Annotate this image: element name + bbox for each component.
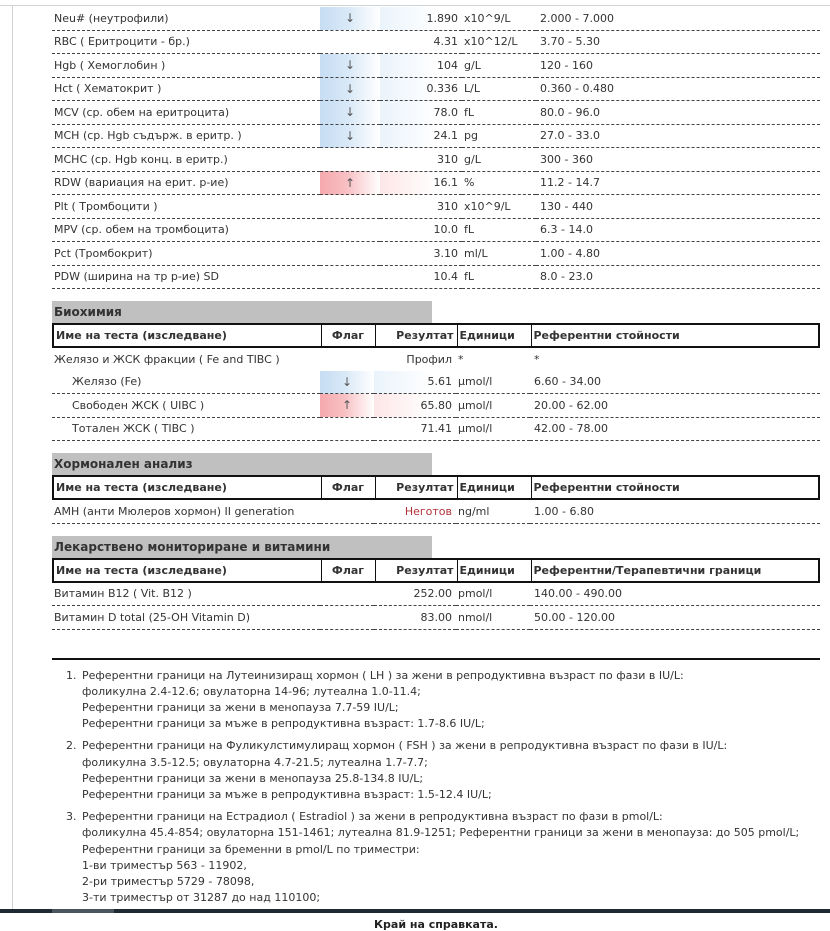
test-name: PDW (ширина на тр р-ие) SD [52, 265, 320, 289]
column-header [52, 475, 820, 500]
header-result: Резултат [375, 559, 457, 582]
section [52, 453, 820, 524]
note-line: 2-ри триместър 5729 - 78098, [82, 874, 255, 888]
note-line: 1. Референтни граници на Лутеинизиращ хормон ( LH ) за жени в репродуктивна възраст по фази в IU/L: [82, 668, 684, 682]
flag-low-arrow-down-icon: ↓ [320, 371, 374, 394]
result-row [52, 500, 820, 523]
header-reference: Референтни стойности [531, 324, 819, 347]
reference-range: 6.60 - 34.00 [530, 371, 820, 394]
test-result: 0.336 [380, 77, 462, 101]
reference-note [80, 738, 820, 803]
flag-high-arrow-up-icon: ↑ [320, 394, 374, 418]
test-name: Hct ( Хематокрит ) [52, 77, 320, 101]
note-line: фоликулна 2.4-12.6; овулаторна 14-96; лутеална 1.0-11.4; [82, 684, 421, 698]
header-result: Резултат [375, 324, 457, 347]
test-result: 310 [380, 195, 462, 219]
test-result: 10.0 [380, 218, 462, 242]
test-name: AMH (анти Мюлеров хормон) II generation [52, 500, 320, 523]
test-unit: µmol/l [456, 394, 530, 418]
note-line: 3-ти триместър от 31287 до над 110100; [82, 891, 321, 905]
test-result: 310 [380, 148, 462, 172]
flag-low-arrow-down-icon: ↓ [320, 77, 380, 101]
result-row [52, 606, 820, 630]
section [52, 536, 820, 630]
note-line: Референтни граници за жени в менопауза 7.7-59 IU/L; [82, 700, 399, 714]
test-unit: % [462, 171, 536, 195]
note-line: фоликулна 45.4-854; овулаторна 151-1461; лутеална 81.9-1251; Референтни граници за жени в менопауза: до 505 pmol/L; [82, 826, 800, 840]
result-row [52, 148, 820, 172]
flag-cell [320, 583, 374, 606]
test-name: Тотален ЖСК ( TIBC ) [52, 417, 320, 441]
notes-separator [52, 658, 820, 660]
flag-cell [320, 30, 380, 54]
test-name: Neu# (неутрофили) [52, 7, 320, 30]
result-row [52, 195, 820, 219]
reference-range: 130 - 440 [536, 195, 820, 219]
result-row [52, 7, 820, 30]
left-border [12, 5, 13, 910]
result-row [52, 124, 820, 148]
flag-cell [320, 195, 380, 219]
result-row [52, 101, 820, 125]
reference-range: 6.3 - 14.0 [536, 218, 820, 242]
flag-cell [320, 500, 374, 523]
test-result: 252.00 [374, 583, 456, 606]
test-name: MPV (ср. обем на тромбоцита) [52, 218, 320, 242]
reference-range: 8.0 - 23.0 [536, 265, 820, 289]
test-unit: fL [462, 265, 536, 289]
header-units: Единици [457, 324, 531, 347]
note-line: Референтни граници за бременни в pmol/L по триместри: [82, 842, 420, 856]
note-line: 3. Референтни граници на Естрадиол ( Estradiol ) за жени в репродуктивна възраст по фази в pmol/L: [82, 810, 663, 824]
reference-notes [52, 668, 820, 907]
test-result: Неготов [374, 500, 456, 523]
test-name: MCHC (ср. Hgb конц. в еритр.) [52, 148, 320, 172]
reference-range: 1.00 - 6.80 [530, 500, 820, 523]
section-results-table [52, 583, 820, 630]
result-row [52, 265, 820, 289]
test-unit: x10^12/L [462, 30, 536, 54]
lab-report [52, 7, 820, 931]
reference-range: 1.00 - 4.80 [536, 242, 820, 266]
reference-range: 140.00 - 490.00 [530, 583, 820, 606]
header-reference: Референтни стойности [531, 476, 819, 499]
header-test-name: Име на теста (изследване) [53, 559, 321, 582]
reference-range: 2.000 - 7.000 [536, 7, 820, 30]
section-results-table [52, 348, 820, 441]
test-unit: g/L [462, 148, 536, 172]
test-unit: pg [462, 124, 536, 148]
test-result: 16.1 [380, 171, 462, 195]
result-row [52, 583, 820, 606]
result-row [52, 348, 820, 371]
note-line: Референтни граници за мъже в репродуктивна възраст: 1.5-12.4 IU/L; [82, 787, 492, 801]
header-test-name: Име на теста (изследване) [53, 476, 321, 499]
test-unit: x10^9/L [462, 195, 536, 219]
reference-range: 11.2 - 14.7 [536, 171, 820, 195]
reference-range: 42.00 - 78.00 [530, 417, 820, 441]
reference-range: 300 - 360 [536, 148, 820, 172]
reference-note [80, 809, 820, 906]
test-name: Желязо и ЖСК фракции ( Fe and TIBC ) [54, 352, 280, 366]
test-result: Профил [406, 352, 452, 366]
test-unit: ng/ml [456, 500, 530, 523]
header-flag: Флаг [321, 559, 375, 582]
scrollbar-thumb[interactable] [52, 909, 114, 913]
header-reference: Референтни/Терапевтични граници [531, 559, 819, 582]
flag-low-arrow-down-icon: ↓ [320, 7, 380, 30]
flag-cell [320, 348, 374, 371]
flag-low-arrow-down-icon: ↓ [320, 101, 380, 125]
test-name: Желязо (Fe) [52, 371, 320, 394]
note-line: Референтни граници за мъже в репродуктивна възраст: 1.7-8.6 IU/L; [82, 717, 485, 731]
flag-cell [320, 265, 380, 289]
test-unit: * [458, 352, 464, 366]
section-title: Хормонален анализ [52, 453, 432, 475]
reference-range: 120 - 160 [536, 54, 820, 78]
test-unit: µmol/l [456, 417, 530, 441]
test-result: 65.80 [374, 394, 456, 418]
section-title: Лекарствено мониториране и витамини [52, 536, 432, 558]
test-name: Hgb ( Хемоглобин ) [52, 54, 320, 78]
test-unit: fL [462, 218, 536, 242]
test-name: RBC ( Еритроцити - бр.) [52, 30, 320, 54]
flag-high-arrow-up-icon: ↑ [320, 171, 380, 195]
header-units: Единици [457, 476, 531, 499]
result-row [52, 171, 820, 195]
note-line: 2. Референтни граници на Фуликулстимулиращ хормон ( FSH ) за жени в репродуктивна възраст по фази в IU/L: [82, 739, 728, 753]
test-unit: fL [462, 101, 536, 125]
test-unit: ml/L [462, 242, 536, 266]
reference-range: 80.0 - 96.0 [536, 101, 820, 125]
reference-range: 27.0 - 33.0 [536, 124, 820, 148]
test-unit: nmol/l [456, 606, 530, 630]
flag-low-arrow-down-icon: ↓ [320, 54, 380, 78]
header-flag: Флаг [321, 324, 375, 347]
test-result: 10.4 [380, 265, 462, 289]
result-row [52, 417, 820, 441]
header-result: Резултат [375, 476, 457, 499]
test-result: 104 [380, 54, 462, 78]
note-line: Референтни граници за жени в менопауза 25.8-134.8 IU/L; [82, 771, 424, 785]
test-unit: L/L [462, 77, 536, 101]
test-result: 83.00 [374, 606, 456, 630]
header-flag: Флаг [321, 476, 375, 499]
result-row [52, 54, 820, 78]
result-row [52, 394, 820, 418]
result-row [52, 77, 820, 101]
flag-cell [320, 148, 380, 172]
result-row [52, 30, 820, 54]
flag-cell [320, 218, 380, 242]
reference-range: 3.70 - 5.30 [536, 30, 820, 54]
reference-note [80, 668, 820, 733]
note-line: 1-ви триместър 563 - 11902, [82, 858, 247, 872]
test-result: 71.41 [374, 417, 456, 441]
test-unit: pmol/l [456, 583, 530, 606]
test-unit: µmol/l [456, 371, 530, 394]
flag-low-arrow-down-icon: ↓ [320, 124, 380, 148]
test-unit: g/L [462, 54, 536, 78]
flag-cell [320, 606, 374, 630]
header-units: Единици [457, 559, 531, 582]
test-name: Plt ( Тромбоцити ) [52, 195, 320, 219]
horizontal-scrollbar[interactable] [0, 909, 830, 913]
column-header [52, 323, 820, 348]
test-name: RDW (вариация на ерит. р-ие) [52, 171, 320, 195]
result-row [52, 242, 820, 266]
test-name: Витамин B12 ( Vit. B12 ) [52, 583, 320, 606]
flag-cell [320, 242, 380, 266]
test-result: 24.1 [380, 124, 462, 148]
test-name: Pct (Тромбокрит) [52, 242, 320, 266]
sections-container [52, 301, 820, 630]
flag-cell [320, 417, 374, 441]
reference-range: 20.00 - 62.00 [530, 394, 820, 418]
section-results-table [52, 500, 820, 524]
column-header [52, 558, 820, 583]
test-result: 4.31 [380, 30, 462, 54]
report-end-text: Край на справката. [374, 918, 498, 931]
hematology-table [52, 7, 820, 289]
test-result: 78.0 [380, 101, 462, 125]
reference-range: * [534, 352, 540, 366]
section [52, 301, 820, 441]
test-name: Свободен ЖСК ( UIBC ) [52, 394, 320, 418]
test-result: 5.61 [374, 371, 456, 394]
section-title: Биохимия [52, 301, 432, 323]
test-result: 3.10 [380, 242, 462, 266]
test-unit: x10^9/L [462, 7, 536, 30]
test-name: MCV (ср. обем на еритроцита) [52, 101, 320, 125]
test-name: MCH (ср. Hgb съдърж. в еритр. ) [52, 124, 320, 148]
top-border [0, 5, 830, 6]
test-name: Витамин D total (25-OH Vitamin D) [52, 606, 320, 630]
reference-range: 0.360 - 0.480 [536, 77, 820, 101]
result-row [52, 371, 820, 394]
test-result: 1.890 [380, 7, 462, 30]
note-line: фоликулна 3.5-12.5; овулаторна 4.7-21.5; лутеална 1.7-7.7; [82, 755, 428, 769]
reference-range: 50.00 - 120.00 [530, 606, 820, 630]
result-row [52, 218, 820, 242]
header-test-name: Име на теста (изследване) [53, 324, 321, 347]
